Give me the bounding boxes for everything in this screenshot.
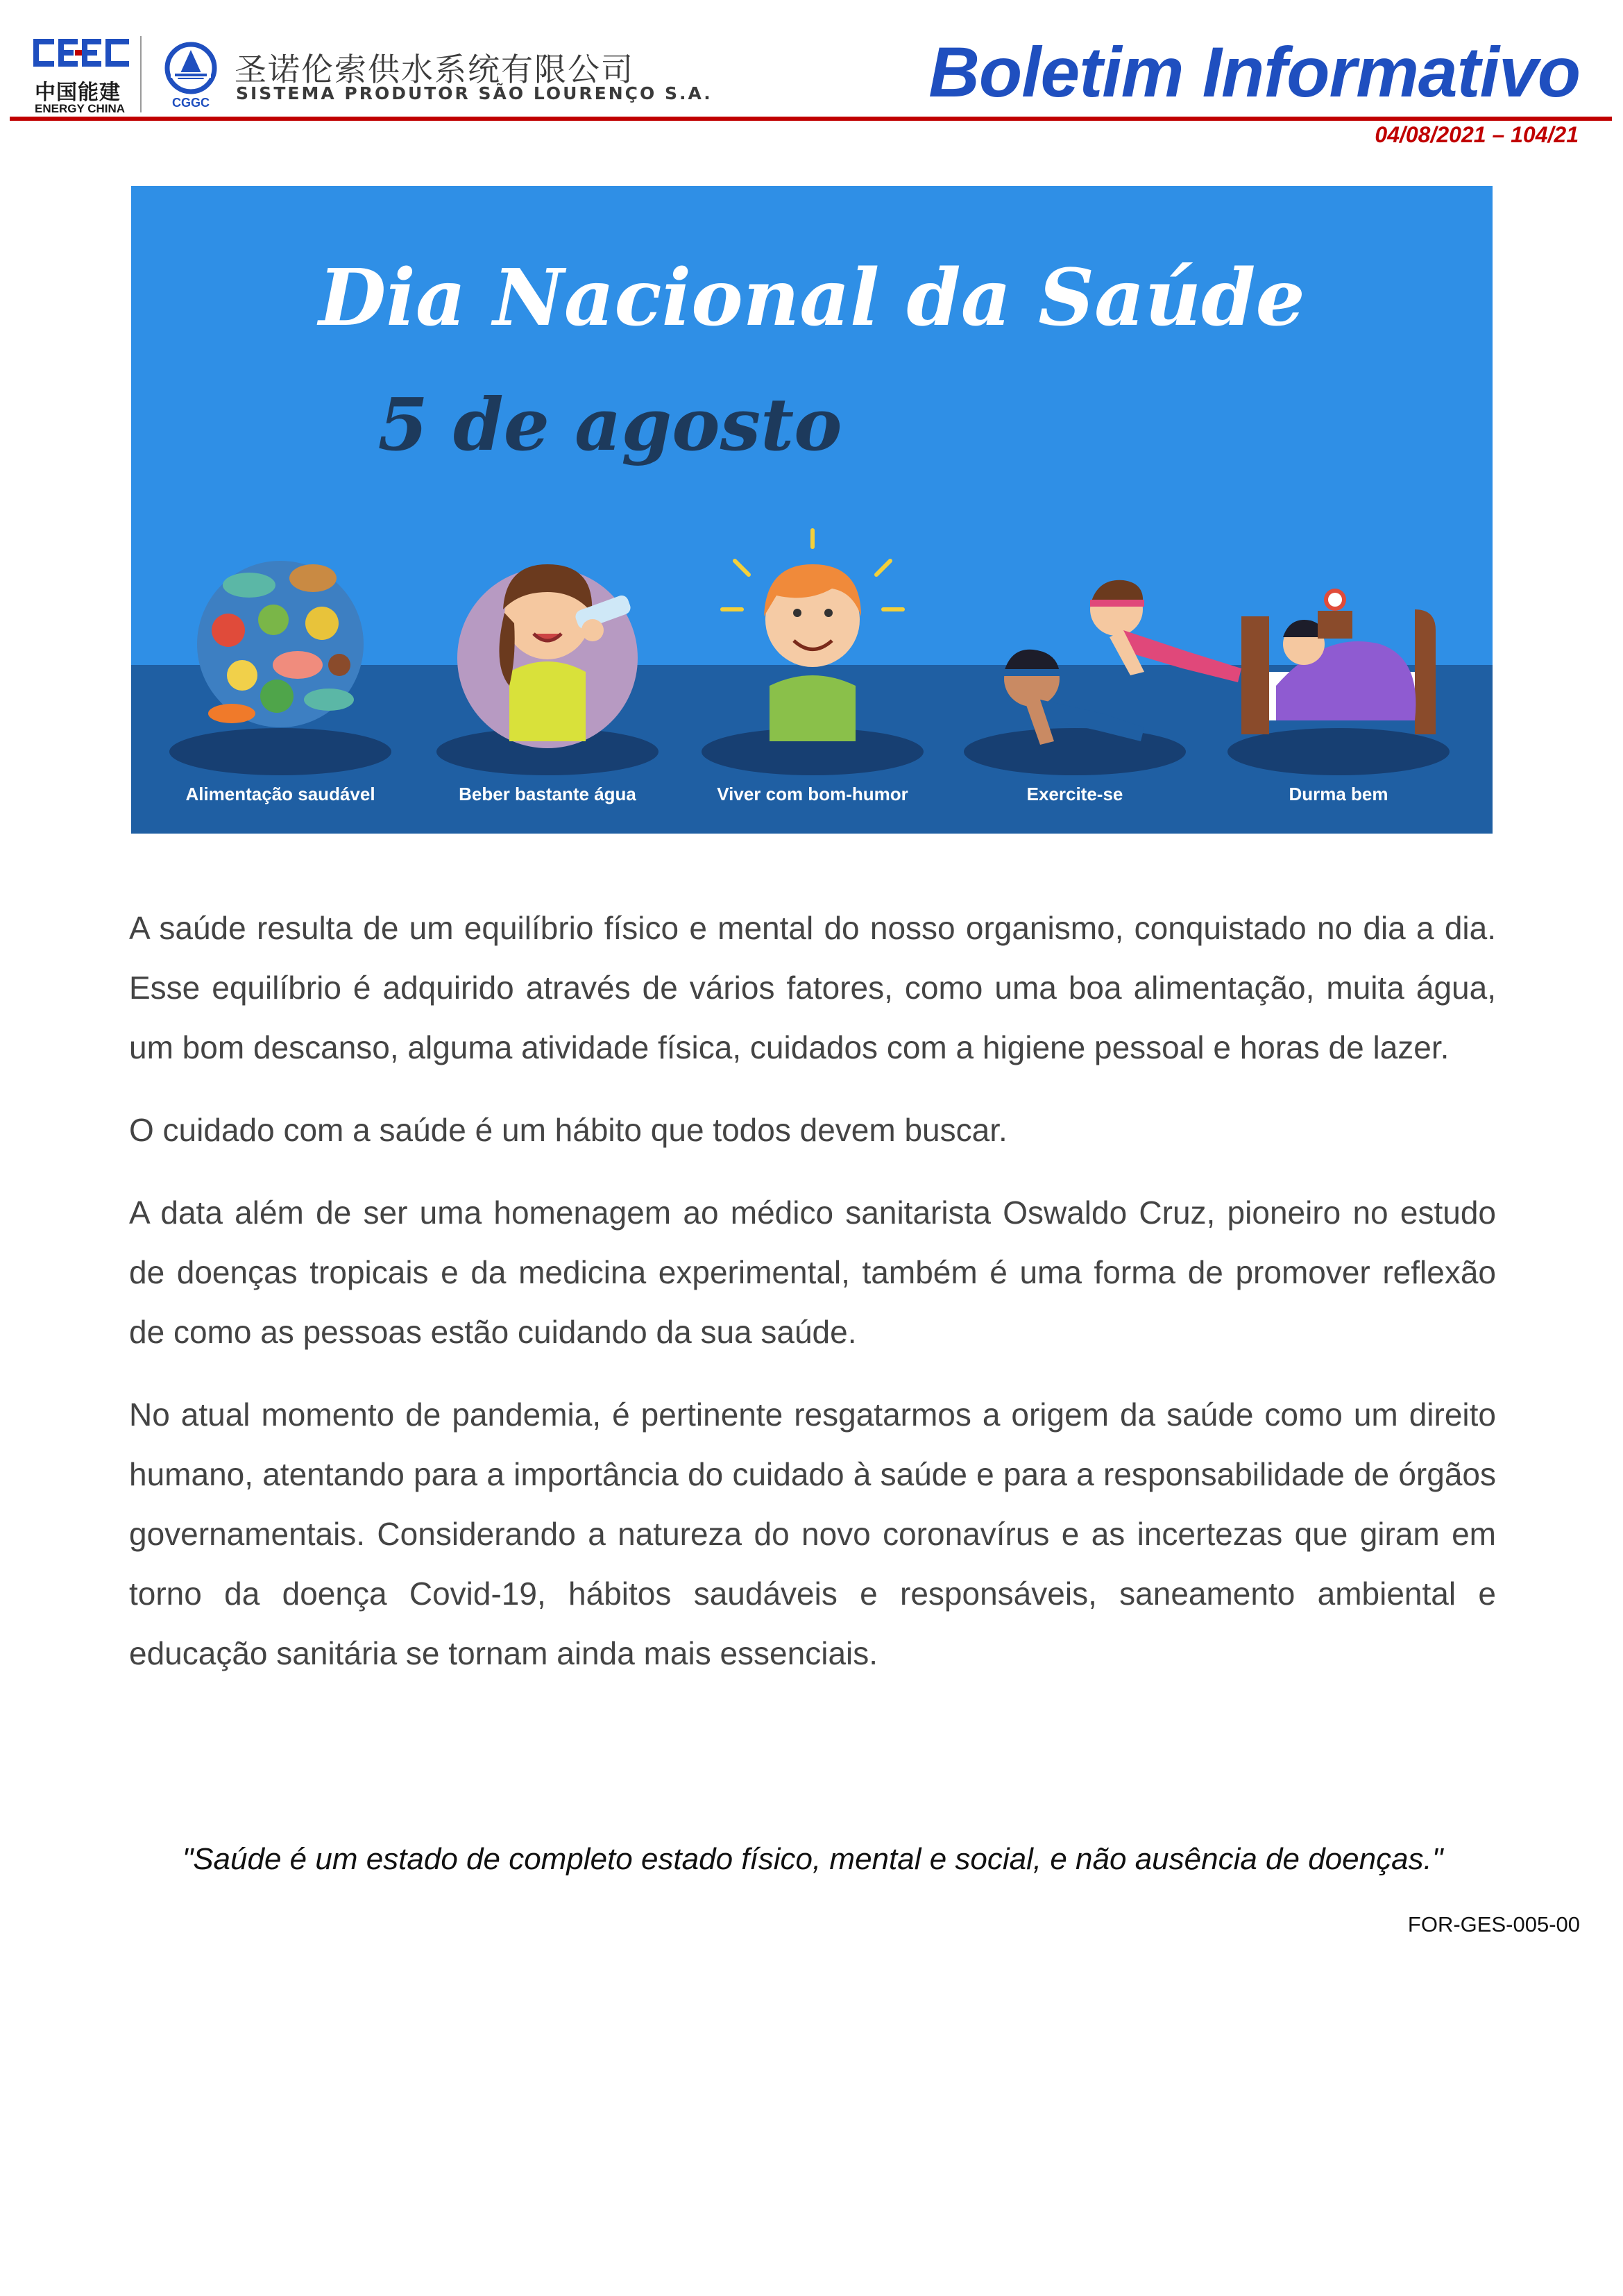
pedestal-5 — [1227, 728, 1450, 775]
header-divider — [140, 36, 142, 112]
healthy-food-icon — [197, 561, 364, 727]
health-quote: "Saúde é um estado de completo estado físico, mental e social, e não ausência de doenças." — [182, 1842, 1443, 1876]
logo-chinese-name: 中国能建 — [35, 81, 121, 105]
logo-english-name: ENERGY CHINA — [35, 102, 126, 115]
paragraph-1: A saúde resulta de um equilíbrio físico e mental do nosso organismo, conquistado no dia a dia. Esse equilíbrio é adquirido através de vários fatores, como uma boa alimentação, muita água, um bom descanso, alguma atividade física, cuidados com a higiene pessoal e horas de lazer. — [129, 910, 1496, 1065]
banner-date: 5 de agosto — [377, 382, 842, 467]
banner-label-food: Alimentação saudável — [185, 784, 375, 804]
form-code: FOR-GES-005-00 — [1407, 1912, 1580, 1936]
banner-label-sleep: Durma bem — [1289, 784, 1388, 804]
svg-text:CGGC: CGGC — [172, 96, 210, 110]
health-day-banner — [131, 186, 1493, 834]
company-chinese-name: 圣诺伦索供水系统有限公司 — [235, 51, 634, 88]
paragraph-3: A data além de ser uma homenagem ao médico sanitarista Oswaldo Cruz, pioneiro no estudo de doenças tropicais e da medicina experimental, também é uma forma de promover reflexão de como as pessoas estão cuidando da sua saúde. — [129, 1195, 1496, 1350]
paragraph-4: No atual momento de pandemia, é pertinente resgatarmos a origem da saúde como um direito humano, atentando para a importância do cuidado à saúde e para a responsabilidade de órgãos governamentais. Considerando a natureza do novo coronavírus e as incertezas que giram em torno da doença Covid-19, hábitos saudáveis e responsáveis, saneamento ambiental e educação sanitária se tornam ainda mais essenciais. — [129, 1396, 1496, 1671]
banner-label-water: Beber bastante água — [459, 784, 636, 804]
company-portuguese-name: SISTEMA PRODUTOR SÃO LOURENÇO S.A. — [236, 83, 713, 103]
paragraph-2: O cuidado com a saúde é um hábito que todos devem buscar. — [129, 1112, 1008, 1148]
banner-label-humor: Viver com bom-humor — [717, 784, 908, 804]
energy-china-logo — [33, 36, 130, 114]
pedestal-4 — [964, 728, 1186, 775]
article-body — [129, 898, 1496, 1706]
ceec-logo-icon — [33, 36, 130, 69]
header-rule — [10, 117, 1612, 121]
pedestal-1 — [169, 728, 391, 775]
cggc-logo-icon — [160, 40, 222, 110]
issue-date-number: 04/08/2021 – 104/21 — [1375, 122, 1579, 147]
bulletin-title: Boletim Informativo — [928, 33, 1580, 112]
banner-label-exercise: Exercite-se — [1026, 784, 1123, 804]
banner-title: Dia Nacional da Saúde — [318, 253, 1305, 344]
